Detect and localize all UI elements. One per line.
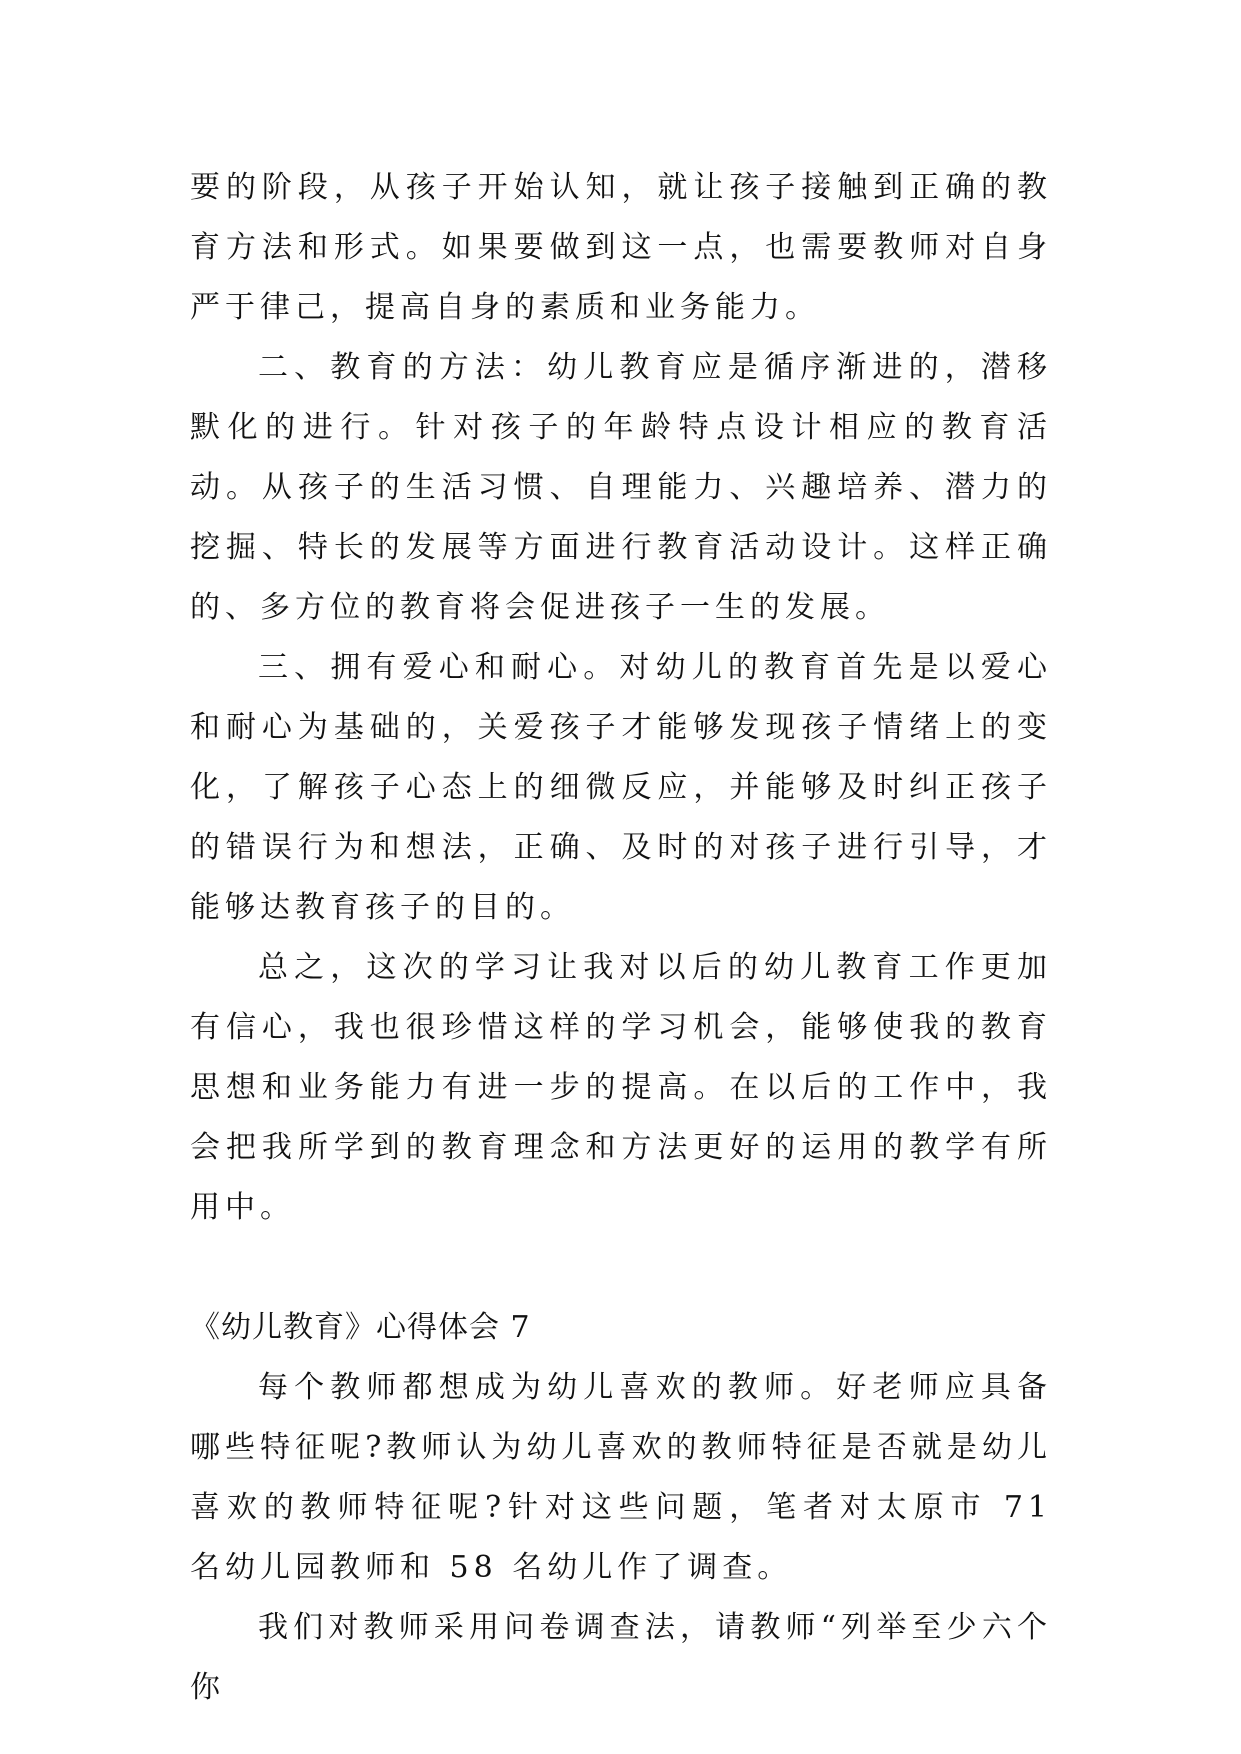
paragraph-teaching-method: 二、教育的方法：幼儿教育应是循序渐进的，潜移默化的进行。针对孩子的年龄特点设计相应的教育活动。从孩子的生活习惯、自理能力、兴趣培养、潜力的挖掘、特长的发展等方面进行教育活动设计。这样正确的、多方位的教育将会促进孩子一生的发展。 (190, 350, 1052, 625)
document-body (190, 158, 1052, 1718)
paragraph-survey-intro: 每个教师都想成为幼儿喜欢的教师。好老师应具备哪些特征呢?教师认为幼儿喜欢的教师特征是否就是幼儿喜欢的教师特征呢?针对这些问题，笔者对太原市 71 名幼儿园教师和 58 名幼儿作了调查。 (190, 1370, 1052, 1585)
paragraph-love-patience: 三、拥有爱心和耐心。对幼儿的教育首先是以爱心和耐心为基础的，关爱孩子才能够发现孩子情绪上的变化，了解孩子心态上的细微反应，并能够及时纠正孩子的错误行为和想法，正确、及时的对孩子进行引导，才能够达教育孩子的目的。 (190, 650, 1052, 925)
paragraph-conclusion: 总之，这次的学习让我对以后的幼儿教育工作更加有信心，我也很珍惜这样的学习机会，能够使我的教育思想和业务能力有进一步的提高。在以后的工作中，我会把我所学到的教育理念和方法更好的运用的教学有所用中。 (190, 950, 1052, 1225)
section-heading: 《幼儿教育》心得体会 7 (190, 1310, 531, 1345)
paragraph-survey-method: 我们对教师采用问卷调查法，请教师“列举至少六个你 (190, 1610, 1052, 1705)
paragraph-continuation: 要的阶段，从孩子开始认知，就让孩子接触到正确的教育方法和形式。如果要做到这一点，也需要教师对自身严于律己，提高自身的素质和业务能力。 (190, 170, 1052, 325)
